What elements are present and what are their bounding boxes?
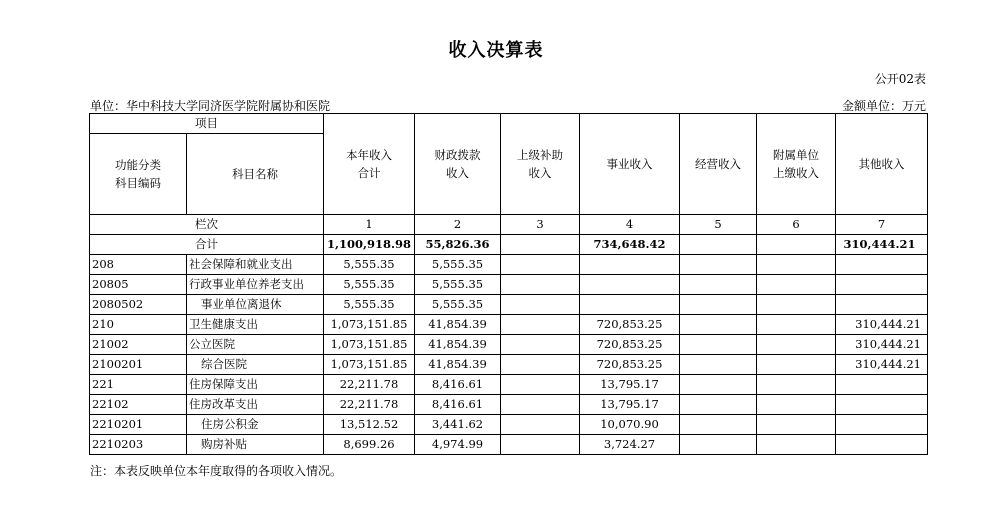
row-subject-name: 住房保障支出	[187, 375, 324, 395]
row-business: 720,853.25	[580, 335, 680, 355]
row-other: 310,444.21	[836, 355, 928, 375]
row-upper	[501, 415, 580, 435]
summary-affiliate	[757, 235, 836, 255]
row-upper	[501, 255, 580, 275]
row-code: 22102	[90, 395, 187, 415]
row-subject-name: 购房补贴	[187, 435, 324, 455]
row-code: 2100201	[90, 355, 187, 375]
row-subject-name: 行政事业单位养老支出	[187, 275, 324, 295]
summary-business: 734,648.42	[580, 235, 680, 255]
header-total: 本年收入 合计	[324, 114, 415, 215]
summary-other: 310,444.21	[836, 235, 928, 255]
summary-row	[90, 235, 928, 255]
row-business: 3,724.27	[580, 435, 680, 455]
row-upper	[501, 275, 580, 295]
row-other	[836, 435, 928, 455]
header-business: 事业收入	[580, 114, 680, 215]
row-code: 2210201	[90, 415, 187, 435]
row-subject-name: 社会保障和就业支出	[187, 255, 324, 275]
summary-total: 1,100,918.98	[324, 235, 415, 255]
row-code: 2210203	[90, 435, 187, 455]
row-fiscal: 4,974.99	[415, 435, 501, 455]
table-row	[90, 295, 928, 315]
row-affiliate	[757, 395, 836, 415]
row-fiscal: 5,555.35	[415, 275, 501, 295]
column-index-7: 7	[836, 215, 928, 235]
table-row	[90, 435, 928, 455]
row-total: 1,073,151.85	[324, 335, 415, 355]
column-index-6: 6	[757, 215, 836, 235]
table-row	[90, 275, 928, 295]
row-code: 2080502	[90, 295, 187, 315]
header-operating: 经营收入	[680, 114, 757, 215]
row-fiscal: 3,441.62	[415, 415, 501, 435]
row-affiliate	[757, 375, 836, 395]
row-code: 210	[90, 315, 187, 335]
row-fiscal: 8,416.61	[415, 375, 501, 395]
row-operating	[680, 275, 757, 295]
row-upper	[501, 435, 580, 455]
row-fiscal: 8,416.61	[415, 395, 501, 415]
row-total: 1,073,151.85	[324, 315, 415, 335]
row-affiliate	[757, 295, 836, 315]
summary-fiscal: 55,826.36	[415, 235, 501, 255]
column-index-2: 2	[415, 215, 501, 235]
column-index-5: 5	[680, 215, 757, 235]
row-business: 720,853.25	[580, 355, 680, 375]
income-table	[89, 113, 928, 455]
table-row	[90, 395, 928, 415]
row-code: 208	[90, 255, 187, 275]
row-fiscal: 5,555.35	[415, 295, 501, 315]
footnote: 注：本表反映单位本年度取得的各项收入情况。	[90, 464, 343, 478]
row-upper	[501, 375, 580, 395]
amount-unit: 金额单位：万元	[841, 99, 926, 113]
summary-operating	[680, 235, 757, 255]
row-other: 310,444.21	[836, 335, 928, 355]
row-fiscal: 41,854.39	[415, 355, 501, 375]
row-code: 21002	[90, 335, 187, 355]
header-fiscal: 财政拨款 收入	[415, 114, 501, 215]
row-business: 13,795.17	[580, 395, 680, 415]
row-affiliate	[757, 435, 836, 455]
row-fiscal: 41,854.39	[415, 335, 501, 355]
row-operating	[680, 295, 757, 315]
row-subject-name: 卫生健康支出	[187, 315, 324, 335]
row-fiscal: 41,854.39	[415, 315, 501, 335]
header-subject-name: 科目名称	[187, 134, 324, 215]
row-other	[836, 255, 928, 275]
row-business: 10,070.90	[580, 415, 680, 435]
row-operating	[680, 355, 757, 375]
row-affiliate	[757, 355, 836, 375]
row-affiliate	[757, 335, 836, 355]
row-fiscal: 5,555.35	[415, 255, 501, 275]
row-other	[836, 375, 928, 395]
row-affiliate	[757, 275, 836, 295]
form-code: 公开02表	[874, 72, 926, 86]
header-affiliate: 附属单位 上缴收入	[757, 114, 836, 215]
row-operating	[680, 415, 757, 435]
table-row	[90, 335, 928, 355]
row-total: 5,555.35	[324, 255, 415, 275]
row-subject-name: 事业单位离退休	[187, 295, 324, 315]
table-row	[90, 315, 928, 335]
row-operating	[680, 335, 757, 355]
row-upper	[501, 295, 580, 315]
row-total: 13,512.52	[324, 415, 415, 435]
row-other	[836, 415, 928, 435]
row-affiliate	[757, 255, 836, 275]
row-subject-name: 住房公积金	[187, 415, 324, 435]
column-index-3: 3	[501, 215, 580, 235]
header-item: 项目	[90, 114, 324, 134]
row-operating	[680, 395, 757, 415]
row-total: 22,211.78	[324, 375, 415, 395]
column-index-1: 1	[324, 215, 415, 235]
table-header	[90, 114, 928, 255]
row-operating	[680, 315, 757, 335]
row-upper	[501, 355, 580, 375]
row-operating	[680, 435, 757, 455]
row-business	[580, 255, 680, 275]
row-upper	[501, 395, 580, 415]
header-func-code: 功能分类 科目编码	[90, 134, 187, 215]
row-total: 8,699.26	[324, 435, 415, 455]
row-total: 5,555.35	[324, 275, 415, 295]
summary-label: 合计	[90, 235, 324, 255]
row-upper	[501, 335, 580, 355]
row-total: 22,211.78	[324, 395, 415, 415]
row-other	[836, 275, 928, 295]
row-upper	[501, 315, 580, 335]
row-business	[580, 295, 680, 315]
row-business: 720,853.25	[580, 315, 680, 335]
row-other: 310,444.21	[836, 315, 928, 335]
row-operating	[680, 255, 757, 275]
row-code: 20805	[90, 275, 187, 295]
page-title: 收入决算表	[448, 40, 544, 61]
row-subject-name: 住房改革支出	[187, 395, 324, 415]
row-other	[836, 395, 928, 415]
column-index-label: 栏次	[90, 215, 324, 235]
row-total: 5,555.35	[324, 295, 415, 315]
table-row	[90, 255, 928, 275]
row-code: 221	[90, 375, 187, 395]
column-index-4: 4	[580, 215, 680, 235]
header-other: 其他收入	[836, 114, 928, 215]
row-business	[580, 275, 680, 295]
table-row	[90, 355, 928, 375]
summary-upper	[501, 235, 580, 255]
column-index-row	[90, 215, 928, 235]
row-other	[836, 295, 928, 315]
row-affiliate	[757, 415, 836, 435]
row-business: 13,795.17	[580, 375, 680, 395]
unit-label: 单位：华中科技大学同济医学院附属协和医院	[90, 99, 331, 113]
row-subject-name: 公立医院	[187, 335, 324, 355]
header-upper-subsidy: 上级补助 收入	[501, 114, 580, 215]
table-row	[90, 415, 928, 435]
row-affiliate	[757, 315, 836, 335]
row-operating	[680, 375, 757, 395]
table-row	[90, 375, 928, 395]
row-total: 1,073,151.85	[324, 355, 415, 375]
table-body	[90, 255, 928, 455]
row-subject-name: 综合医院	[187, 355, 324, 375]
